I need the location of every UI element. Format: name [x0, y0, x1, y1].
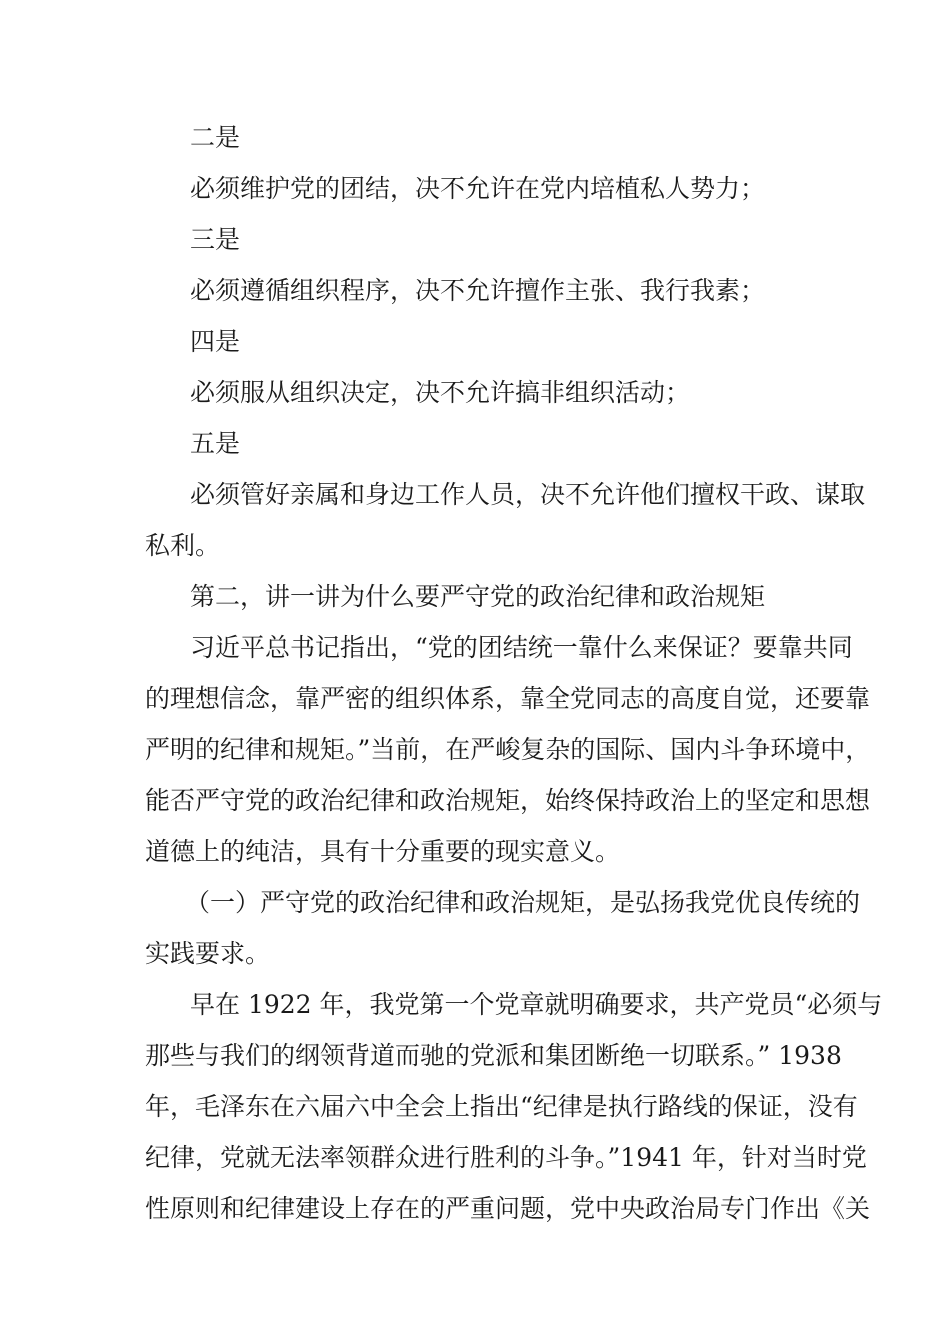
paragraph-line: 习近平总书记指出，“党的团结统一靠什么来保证？要靠共同: [190, 633, 853, 662]
paragraph-quote-unity: [145, 622, 871, 877]
subsection-heading-one: [145, 877, 861, 979]
paragraph-line: 道德上的纯洁，具有十分重要的现实意义。: [145, 837, 621, 866]
paragraph-line: 早在 1922 年，我党第一个党章就明确要求，共产党员“必须与: [190, 990, 883, 1019]
subsection-line: 实践要求。: [145, 939, 271, 968]
item-label-two: 二是: [190, 123, 241, 152]
item-label-five: 五是: [190, 429, 241, 458]
paragraph-line: 能否严守党的政治纪律和政治规矩，始终保持政治上的坚定和思想: [145, 786, 871, 815]
paragraph-line: 性原则和纪律建设上存在的严重问题，党中央政治局专门作出《关: [145, 1194, 871, 1223]
paragraph-line: 那些与我们的纲领背道而驰的党派和集团断绝一切联系。” 1938: [145, 1041, 842, 1070]
item-text-five: [145, 469, 866, 571]
item-text-four: 必须服从组织决定，决不允许搞非组织活动；: [190, 378, 691, 407]
item-text-five-line-1: 必须管好亲属和身边工作人员，决不允许他们擅权干政、谋取: [190, 480, 866, 509]
item-label-four: 四是: [190, 327, 241, 356]
item-label-three: 三是: [190, 225, 241, 254]
paragraph-line: 纪律，党就无法率领群众进行胜利的斗争。”1941 年，针对当时党: [145, 1143, 867, 1172]
paragraph-line: 严明的纪律和规矩。”当前，在严峻复杂的国际、国内斗争环境中，: [145, 735, 871, 764]
paragraph-line: 年，毛泽东在六届六中全会上指出“纪律是执行路线的保证，没有: [145, 1092, 858, 1121]
section-heading-second: 第二，讲一讲为什么要严守党的政治纪律和政治规矩: [190, 582, 766, 611]
subsection-line: （一）严守党的政治纪律和政治规矩，是弘扬我党优良传统的: [185, 888, 861, 917]
paragraph-history: [145, 979, 883, 1234]
item-text-three: 必须遵循组织程序，决不允许擅作主张、我行我素；: [190, 276, 766, 305]
paragraph-line: 的理想信念，靠严密的组织体系，靠全党同志的高度自觉，还要靠: [145, 684, 871, 713]
item-text-five-line-2: 私利。: [145, 531, 221, 560]
item-text-two: 必须维护党的团结，决不允许在党内培植私人势力；: [190, 174, 766, 203]
